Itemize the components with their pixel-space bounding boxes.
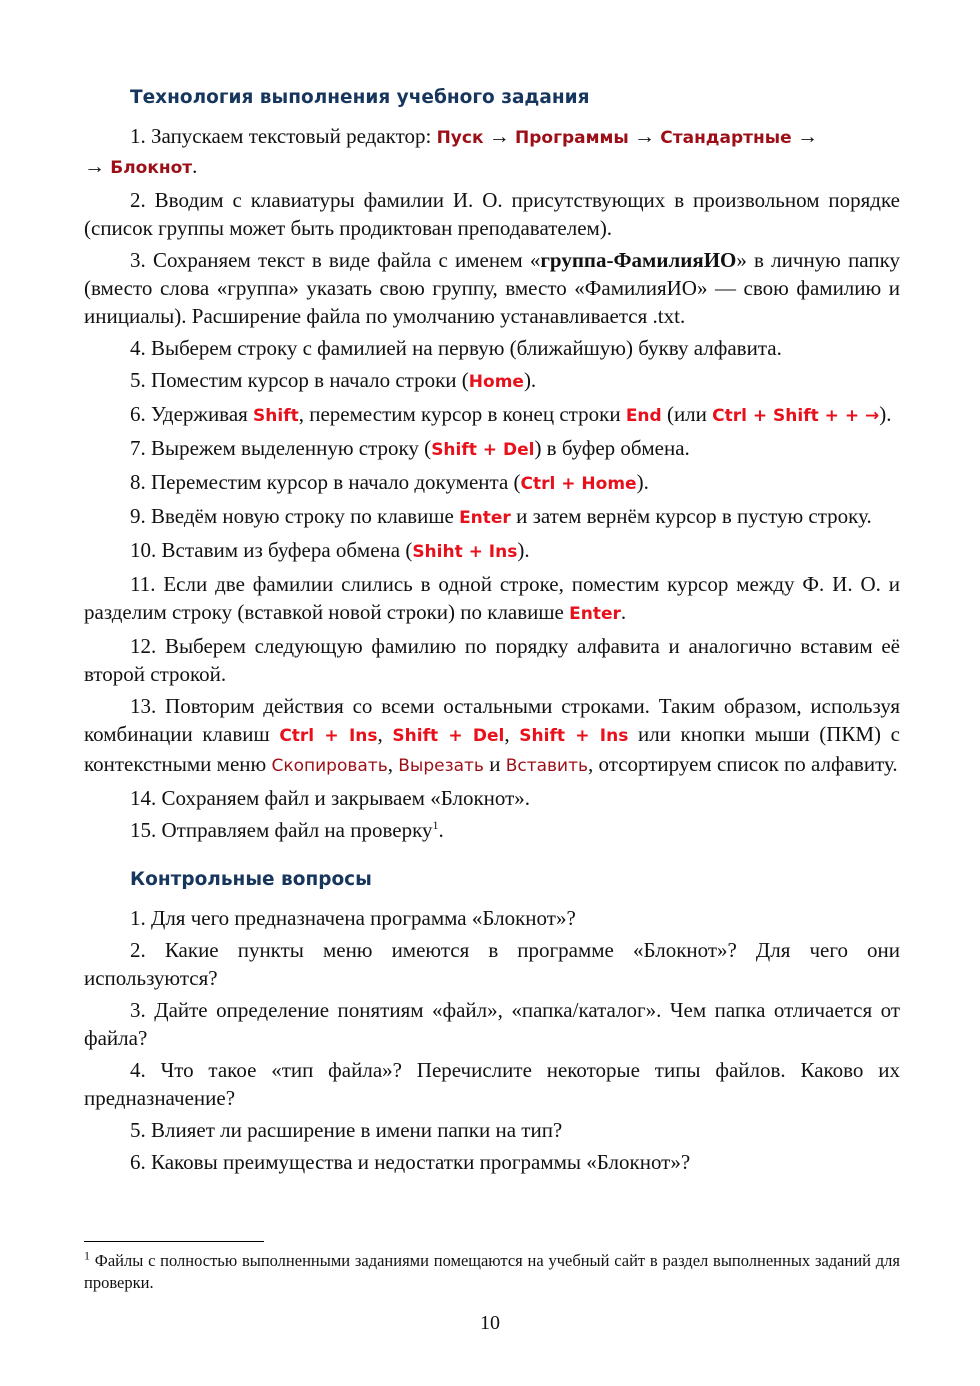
- menu-cut: Вырезать: [398, 756, 484, 776]
- step-14: 14. Сохраняем файл и закрываем «Блокнот».: [130, 786, 531, 810]
- key-shift: Shift: [253, 406, 299, 426]
- footnote-ref: 1: [432, 818, 439, 832]
- step-5: 5. Поместим курсор в начало строки (Home).: [130, 368, 537, 392]
- key-shift-del: Shift + Del: [431, 440, 535, 460]
- step-12: 12. Выберем следующую фамилию по порядку алфавита и аналогично вставим её второй строкой.: [84, 634, 900, 686]
- key-ctrl-ins: Ctrl + Ins: [279, 726, 378, 746]
- key-standard: Стандартные: [660, 128, 792, 148]
- step-7: 7. Вырежем выделенную строку (Shift + Del) в буфер обмена.: [130, 436, 690, 460]
- key-ctrl-home: Ctrl + Home: [520, 474, 637, 494]
- question-5: 5. Влияет ли расширение в имени папки на тип?: [130, 1118, 563, 1142]
- arrow-icon: →: [634, 124, 656, 148]
- key-enter: Enter: [459, 508, 511, 528]
- arrow-icon: →: [796, 124, 818, 148]
- step-2: 2. Вводим с клавиатуры фамилии И. О. присутствующих в произвольном порядке (список группы может быть продиктован преподавателем).: [84, 188, 900, 240]
- question-6: 6. Каковы преимущества и недостатки программы «Блокнот»?: [130, 1150, 691, 1174]
- key-start: Пуск: [436, 128, 484, 148]
- question-4: 4. Что такое «тип файла»? Перечислите некоторые типы файлов. Каково их предназначение?: [84, 1058, 900, 1110]
- section-heading-questions: Контрольные вопросы: [130, 869, 372, 890]
- key-ctrl-shift-right: Ctrl + Shift + + →: [712, 406, 880, 426]
- key-programs: Программы: [515, 128, 629, 148]
- footnote-divider: [84, 1241, 264, 1242]
- step-10: 10. Вставим из буфера обмена (Shiht + Ins).: [130, 538, 530, 562]
- page-content: [84, 84, 900, 1176]
- key-shift-ins: Shift + Ins: [519, 726, 629, 746]
- step-6: 6. Удерживая Shift, переместим курсор в конец строки End (или Ctrl + Shift + + →).: [130, 402, 892, 426]
- menu-copy: Скопировать: [271, 756, 388, 776]
- key-shift-del: Shift + Del: [392, 726, 505, 746]
- question-3: 3. Дайте определение понятиям «файл», «папка/каталог». Чем папка отличается от файла?: [84, 998, 900, 1050]
- menu-paste: Вставить: [505, 756, 589, 776]
- key-home: Home: [468, 372, 524, 392]
- step-9: 9. Введём новую строку по клавише Enter и затем вернём курсор в пустую строку.: [130, 504, 872, 528]
- question-2: 2. Какие пункты меню имеются в программе «Блокнот»? Для чего они используются?: [84, 938, 900, 990]
- key-end: End: [625, 406, 662, 426]
- key-enter: Enter: [569, 604, 621, 624]
- step-8: 8. Переместим курсор в начало документа (Ctrl + Home).: [130, 470, 649, 494]
- step-15: 15. Отправляем файл на проверку$^1$.: [130, 818, 444, 842]
- step-4: 4. Выберем строку с фамилией на первую (ближайшую) букву алфавита.: [130, 336, 782, 360]
- page-number: 10: [480, 1312, 500, 1334]
- section-heading-technology: Технология выполнения учебного задания: [130, 87, 590, 108]
- step-13: 13. Повторим действия со всеми остальными строками. Таким образом, используя комбинации клавиш Ctrl + Ins, Shift + Del, Shift + Ins или кнопки мыши (ПКМ) с контекстными меню Скопировать, Вырезать и Вставить, отсортируем список по алфавиту.: [84, 694, 900, 776]
- arrow-icon: →: [488, 124, 510, 148]
- arrow-icon: →: [84, 154, 105, 178]
- key-notepad: Блокнот: [110, 158, 193, 178]
- step-3: 3. Сохраняем текст в виде файла с именем «группа-ФамилияИО» в личную папку (вместо слова «группа» указать свою группу, вместо «ФамилияИО» — свою фамилию и инициалы). Расширение файла по умолчанию устанавливается .txt.: [84, 248, 900, 328]
- footnote: $^1$ Файлы с полностью выполненными заданиями помещаются на учебный сайт в раздел выполненных заданий для проверки.: [84, 1248, 900, 1292]
- step-11: 11. Если две фамилии слились в одной строке, поместим курсор между Ф. И. О. и разделим строку (вставкой новой строки) по клавише Enter.: [84, 572, 900, 624]
- key-shift-ins: Shiht + Ins: [412, 542, 518, 562]
- question-1: 1. Для чего предназначена программа «Блокнот»?: [130, 906, 576, 930]
- step-1: 1. Запускаем текстовый редактор: Пуск → Программы → Стандартные → → Блокнот.: [84, 124, 818, 178]
